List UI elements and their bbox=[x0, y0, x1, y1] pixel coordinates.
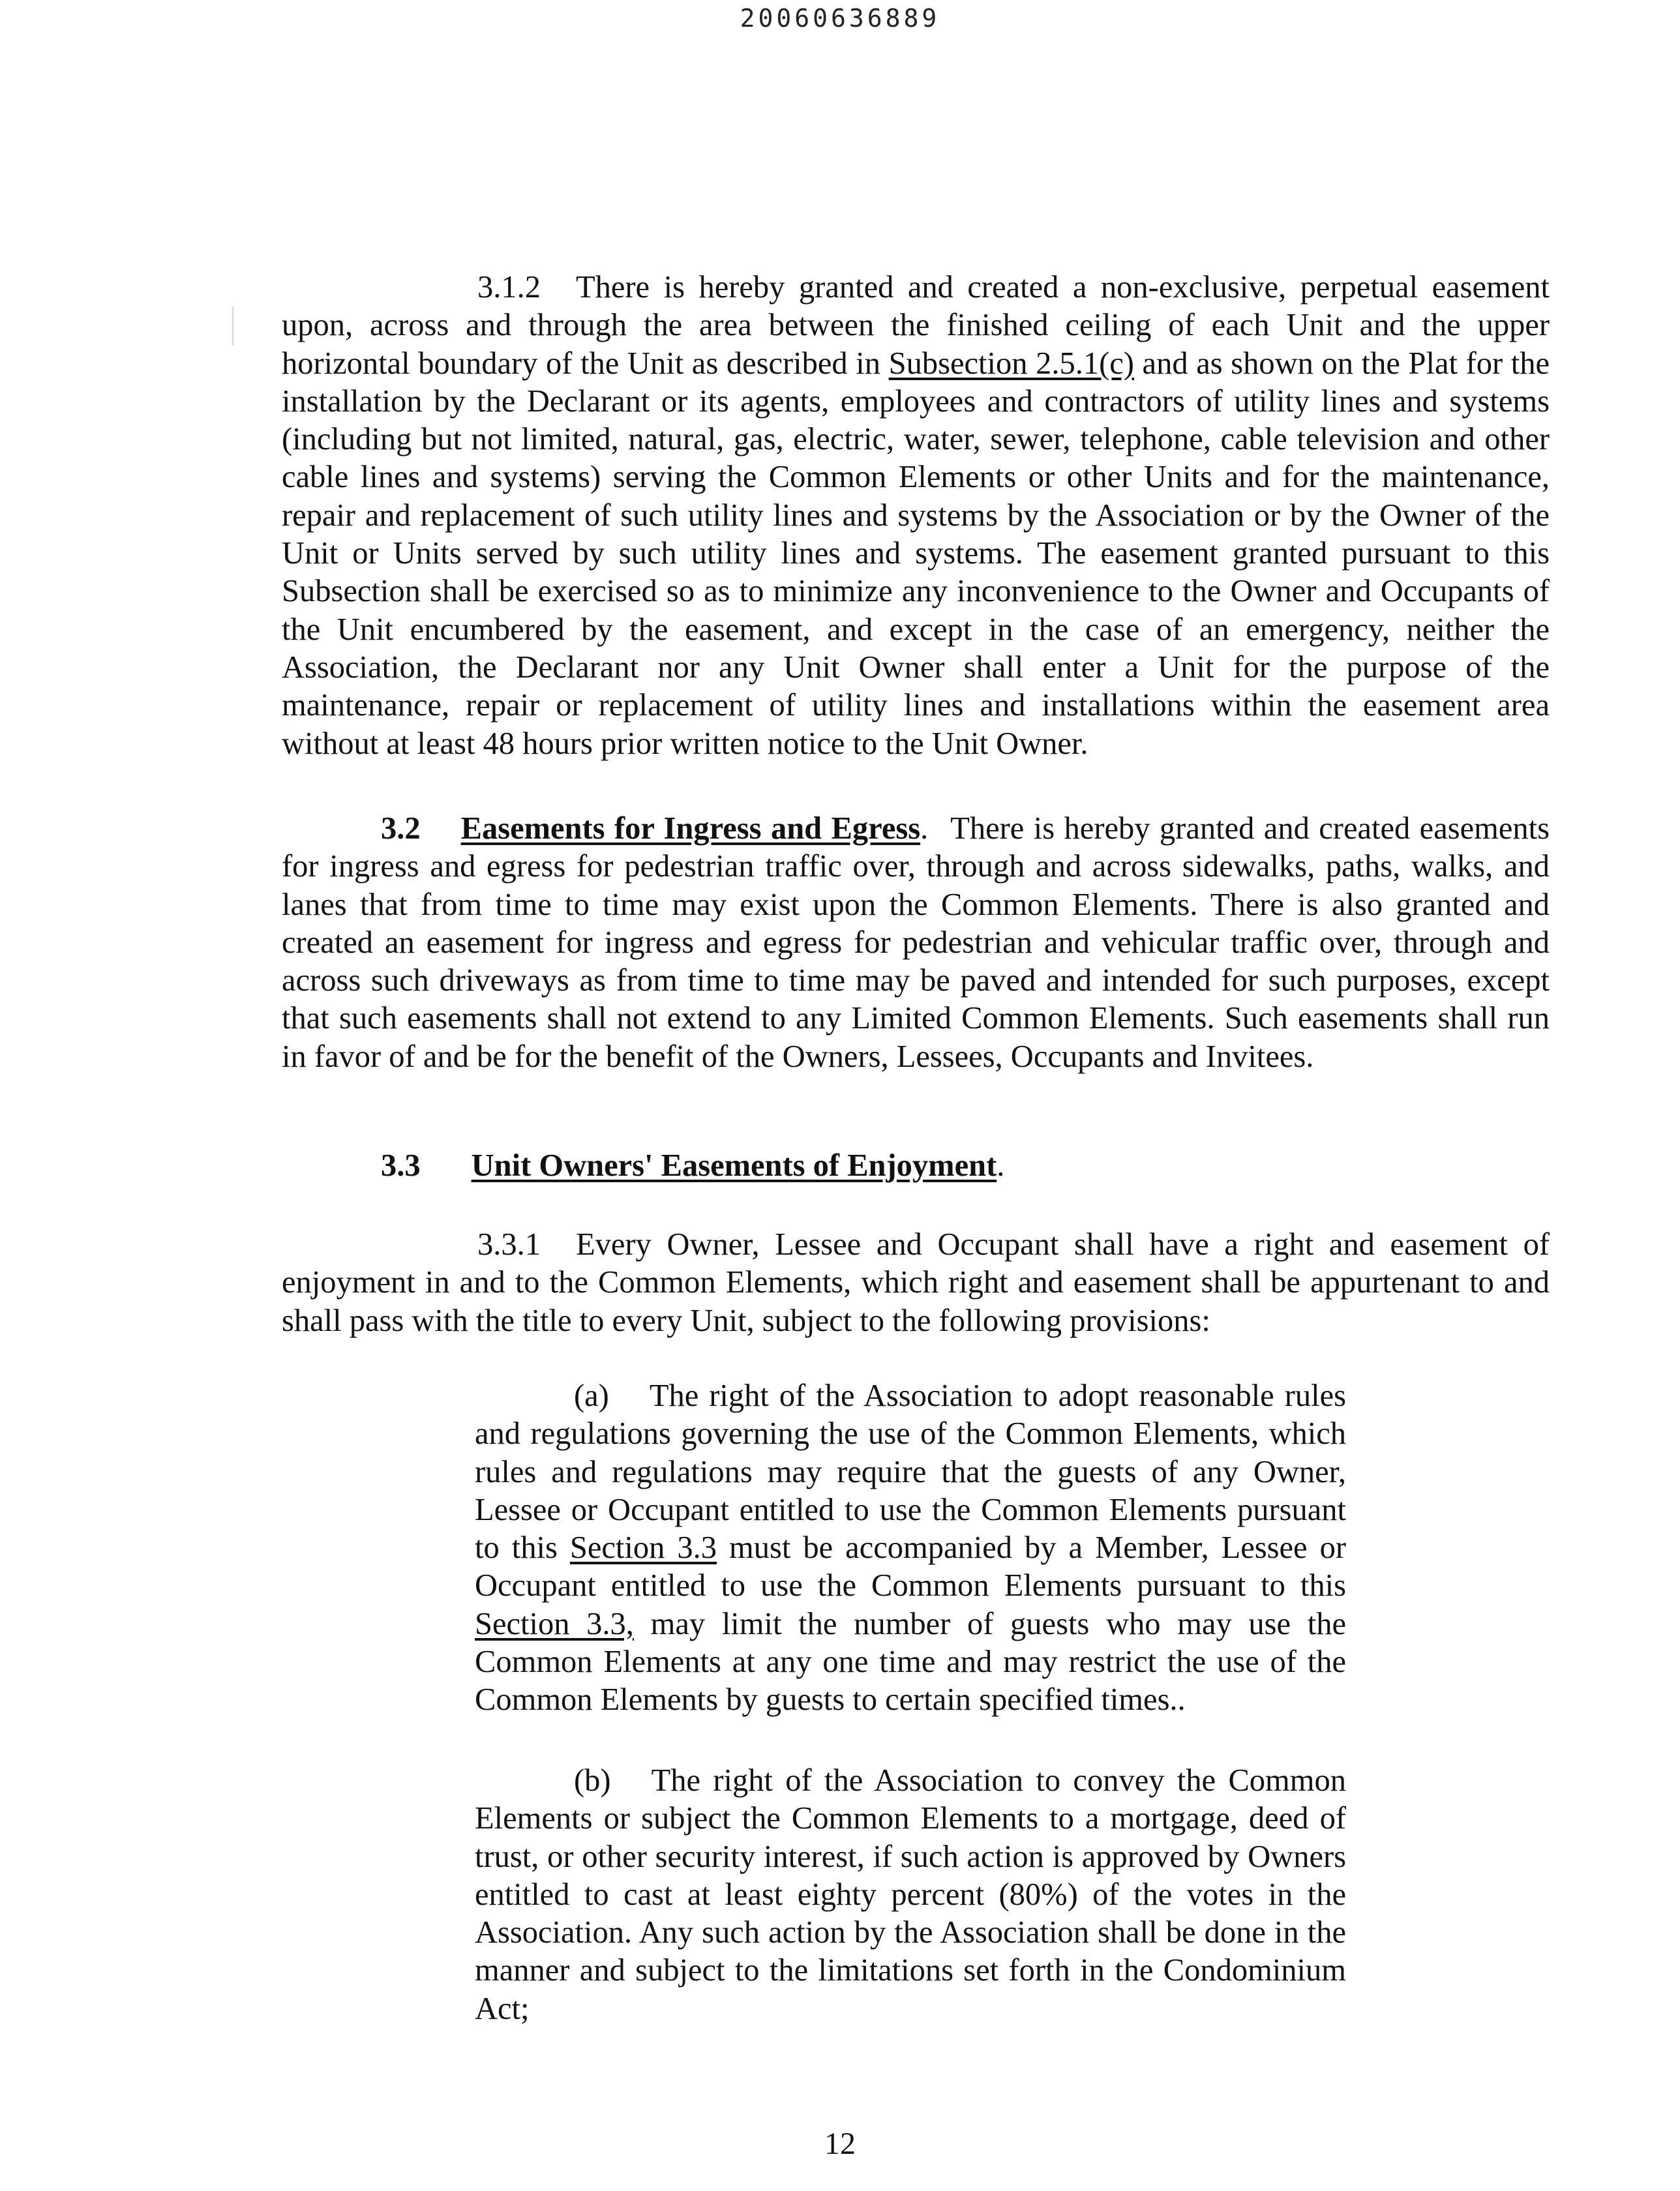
provision-b: (b) The right of the Association to convey the Common Elements or subject the Common Elements to a mortgage, deed of trust, or other security interest, if such action is approved by Owners entitled to cast at least eighty percent (80%) of the votes in the Association. Any such action by the Association shall be done in the manner and subject to the limitations set forth in the Condominium Act; bbox=[475, 1763, 1346, 2026]
section-number-3-2: 3.2 bbox=[381, 811, 421, 846]
paragraph-3-2: 3.2 Easements for Ingress and Egress. There is hereby granted and created easements for ingress and egress for pedestrian traffic over, through and across sidewalks, paths, walks, and lanes that from time to time may exist upon the Common Elements. There is also granted and created an easement for ingress and egress for pedestrian and vehicular traffic over, through and across such driveways as from time to time may be paved and intended for such purposes, except that such easements shall not extend to any Limited Common Elements. Such easements shall run in favor of and be for the benefit of the Owners, Lessees, Occupants and Invitees. bbox=[282, 811, 1550, 1074]
section-number-3-1-2: 3.1.2 bbox=[477, 270, 541, 305]
page-number: 12 bbox=[824, 2126, 856, 2161]
scan-mark bbox=[232, 306, 233, 346]
paragraph-3-1-2: 3.1.2 There is hereby granted and created a non-exclusive, perpetual easement upon, across and through the area between the finished ceiling of each Unit and the upper horizontal boundary of the Unit as described in Subsection 2.5.1(c) and as shown on the Plat for the installation by the Declarant or its agents, employees and contractors of utility lines and systems (including but not limited, natural, gas, electric, water, sewer, telephone, cable television and other cable lines and systems) serving the Common Elements or other Units and for the maintenance, repair and replacement of such utility lines and systems by the Association or by the Owner of the Unit or Units served by such utility lines and systems. The easement granted pursuant to this Subsection shall be exercised so as to minimize any inconvenience to the Owner and Occupants of the Unit encumbered by the easement, and except in the case of an emergency, neither the Association, the Declarant nor any Unit Owner shall enter a Unit for the purpose of the maintenance, repair or replacement of utility lines and installations within the easement area without at least 48 hours prior written notice to the Unit Owner. bbox=[282, 270, 1550, 761]
document-number: 20060636889 bbox=[740, 4, 940, 33]
provision-a: (a) The right of the Association to adopt reasonable rules and regulations governing the use of the Common Elements, which rules and regulations may require that the guests of any Owner, Lessee or Occupant entitled to use the Common Elements pursuant to this Section 3.3 must be accompanied by a Member, Lessee or Occupant entitled to use the Common Elements pursuant to this Section 3.3, may limit the number of guests who may use the Common Elements at any one time and may restrict the use of the Common Elements by guests to certain specified times.. bbox=[475, 1379, 1347, 1718]
section-title-3-3: Unit Owners' Easements of Enjoyment bbox=[471, 1148, 997, 1183]
subsection-2-5-1c-link[interactable]: Subsection 2.5.1(c) bbox=[888, 346, 1134, 381]
section-number-3-3: 3.3 bbox=[381, 1148, 421, 1183]
section-title-3-2: Easements for Ingress and Egress bbox=[460, 811, 921, 846]
section-number-3-3-1: 3.3.1 bbox=[477, 1227, 541, 1262]
section-3-3-link-2[interactable]: Section 3.3, bbox=[475, 1606, 634, 1641]
paragraph-3-3-1: 3.3.1 Every Owner, Lessee and Occupant shall have a right and easement of enjoyment in and to the Common Elements, which right and easement shall be appurtenant to and shall pass with the title to every Unit, subject to the following provisions: bbox=[282, 1227, 1550, 1338]
provision-label-b: (b) bbox=[574, 1763, 611, 1798]
heading-3-3: 3.3 Unit Owners' Easements of Enjoyment. bbox=[381, 1148, 1005, 1183]
section-3-3-link[interactable]: Section 3.3 bbox=[569, 1530, 717, 1566]
provision-label-a: (a) bbox=[574, 1379, 609, 1413]
